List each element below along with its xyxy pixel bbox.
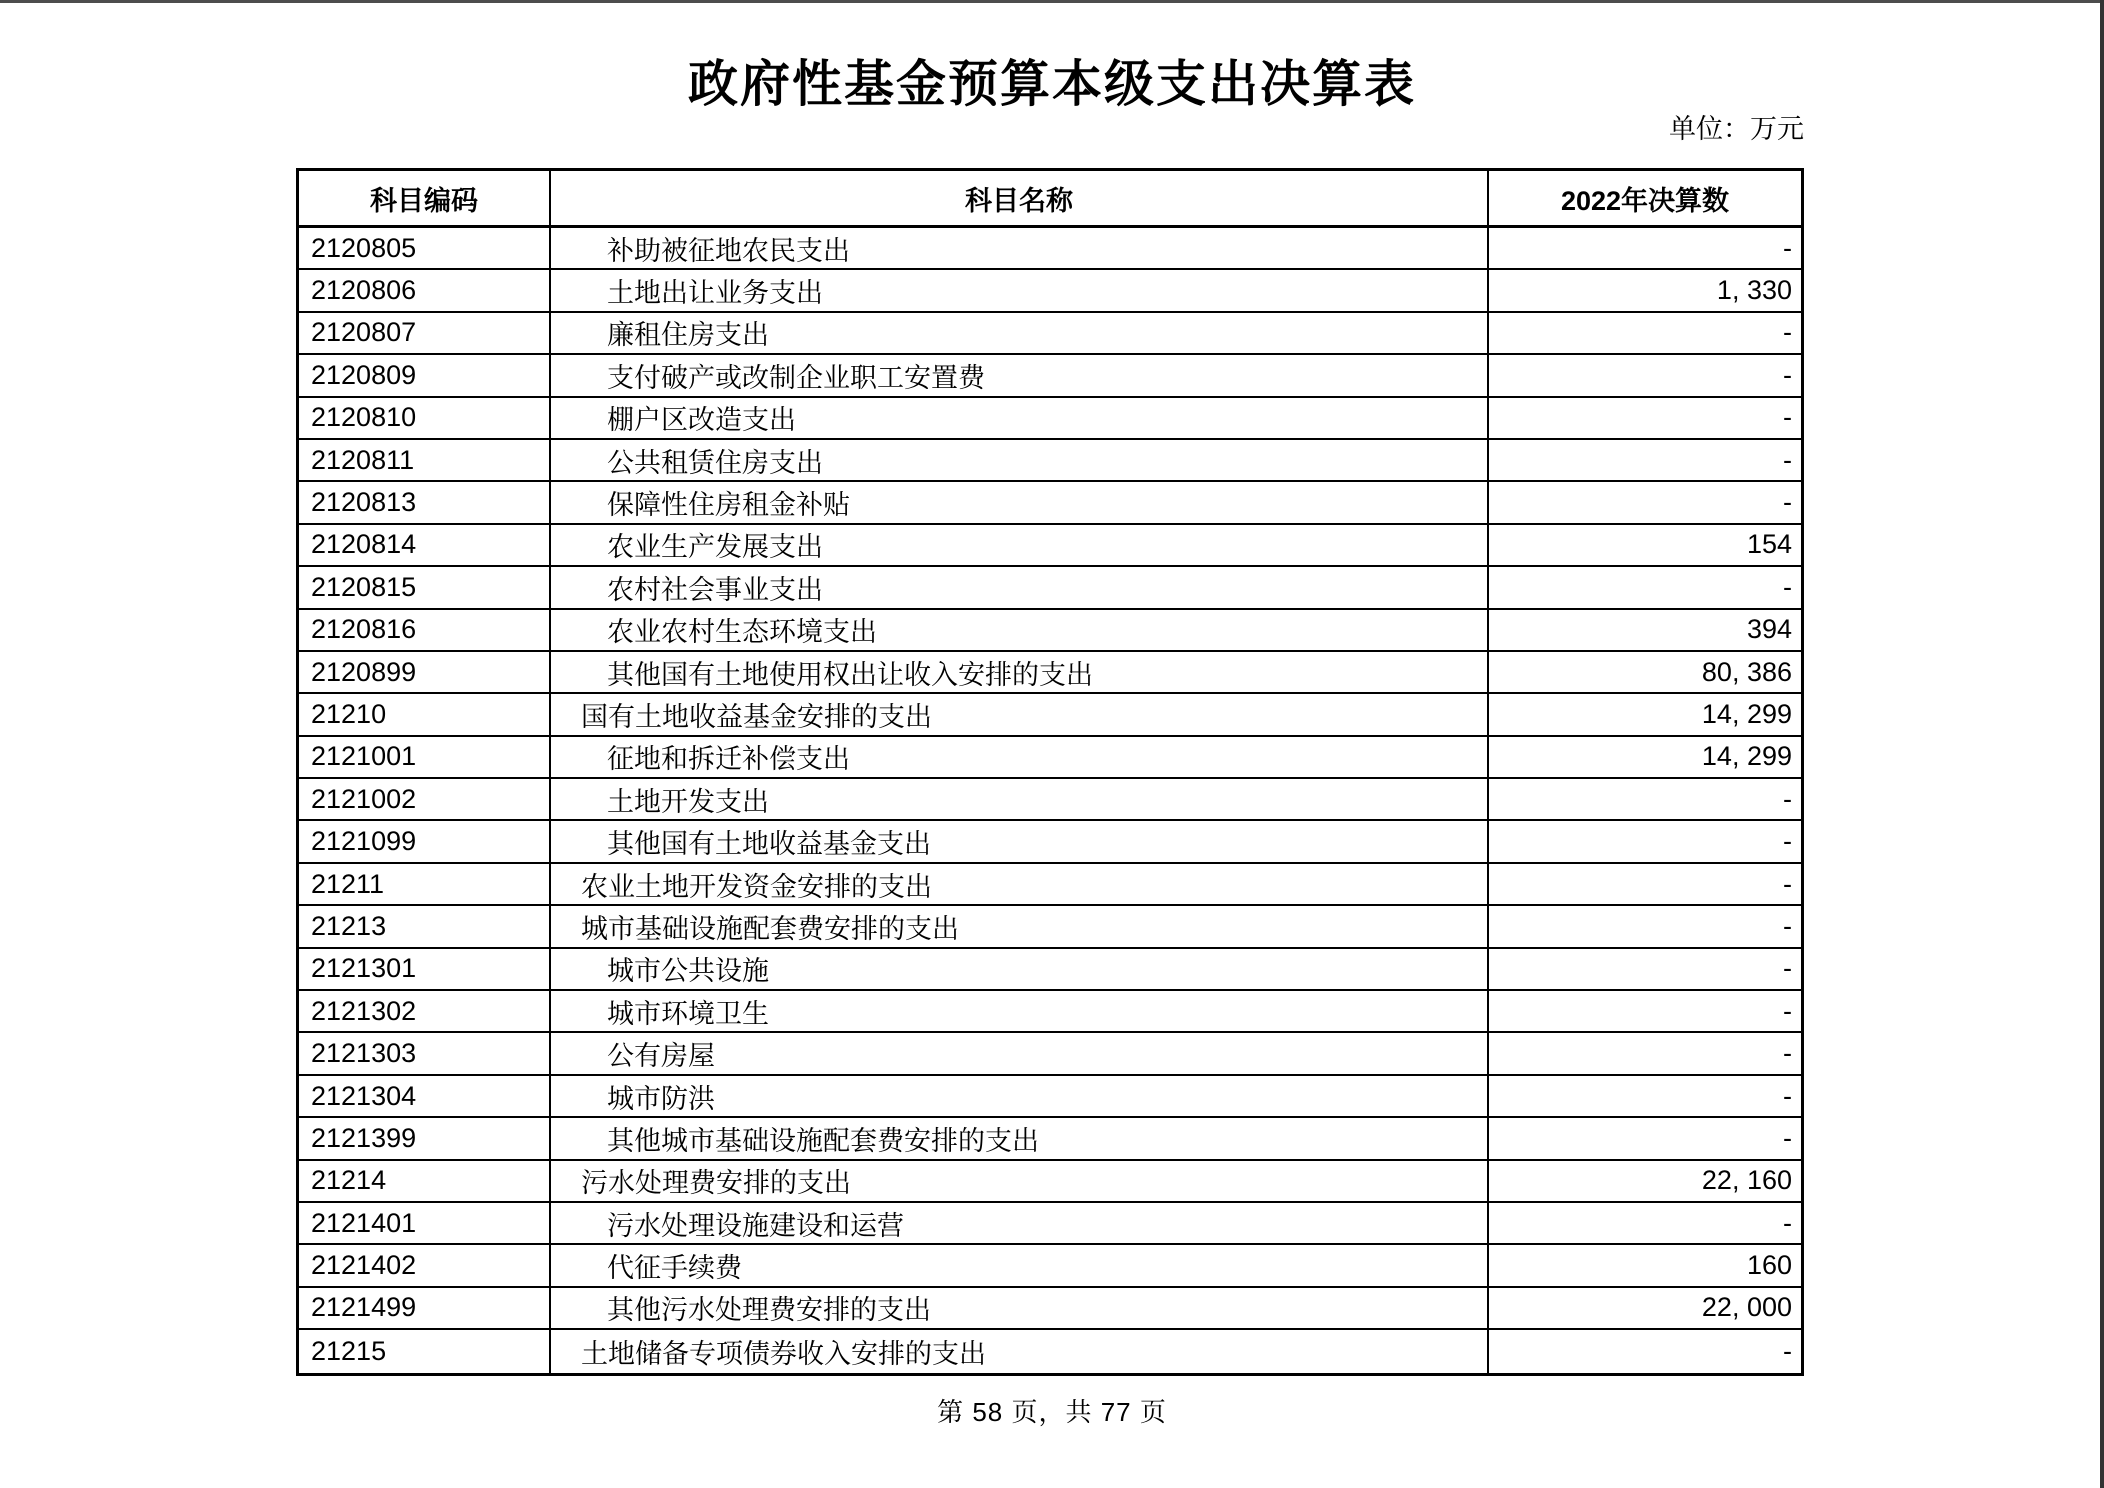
value-cell: - <box>1783 317 1792 348</box>
table-row <box>299 694 1801 736</box>
subject-name-cell: 城市防洪 <box>551 1076 1489 1116</box>
value-cell: - <box>1783 783 1792 814</box>
value-cell: - <box>1783 910 1792 941</box>
table-row <box>299 525 1801 567</box>
table-row <box>299 1033 1801 1075</box>
table-row <box>299 821 1801 863</box>
column-header-subject-name: 科目名称 <box>551 171 1489 225</box>
value-cell: - <box>1783 487 1792 518</box>
column-header-2022-value: 2022年决算数 <box>1560 185 1730 216</box>
subject-code-cell: 21214 <box>299 1161 551 1201</box>
subject-code-cell: 2120809 <box>299 355 551 395</box>
table-row <box>299 652 1801 694</box>
subject-code-cell: 2120816 <box>299 610 551 650</box>
column-header-subject-code: 科目编码 <box>299 171 551 225</box>
subject-code-cell: 2120813 <box>299 482 551 522</box>
subject-name-cell: 棚户区改造支出 <box>551 398 1489 438</box>
subject-code-cell: 2120807 <box>299 313 551 353</box>
value-cell: 1, 330 <box>1716 275 1792 306</box>
subject-name-cell: 其他污水处理费安排的支出 <box>551 1288 1489 1328</box>
subject-name-cell: 农业农村生态环境支出 <box>551 610 1489 650</box>
subject-code-cell: 21213 <box>299 906 551 946</box>
subject-name-cell: 保障性住房租金补贴 <box>551 482 1489 522</box>
subject-name-cell: 农村社会事业支出 <box>551 567 1489 607</box>
table-row <box>299 864 1801 906</box>
value-cell: 14, 299 <box>1701 698 1792 729</box>
value-cell: - <box>1783 953 1792 984</box>
table-row <box>299 1245 1801 1287</box>
subject-name-cell: 支付破产或改制企业职工安置费 <box>551 355 1489 395</box>
table-row <box>299 355 1801 397</box>
table-row <box>299 610 1801 652</box>
subject-name-cell: 污水处理费安排的支出 <box>551 1161 1489 1201</box>
page-number-footer: 第 58 页，共 77 页 <box>937 1397 1167 1427</box>
subject-name-cell: 征地和拆迁补偿支出 <box>551 737 1489 777</box>
value-cell: - <box>1783 826 1792 857</box>
subject-name-cell: 公有房屋 <box>551 1033 1489 1073</box>
subject-name-cell: 城市环境卫生 <box>551 991 1489 1031</box>
value-cell: - <box>1783 1038 1792 1069</box>
value-cell: 160 <box>1746 1250 1792 1281</box>
subject-name-cell: 土地储备专项债券收入安排的支出 <box>551 1330 1489 1372</box>
subject-name-cell: 农业土地开发资金安排的支出 <box>551 864 1489 904</box>
subject-code-cell: 21211 <box>299 864 551 904</box>
table-row <box>299 270 1801 312</box>
screen-top-edge-line <box>0 0 2104 3</box>
budget-table <box>296 168 1804 1376</box>
value-cell: - <box>1783 359 1792 390</box>
table-row <box>299 991 1801 1033</box>
subject-code-cell: 2120815 <box>299 567 551 607</box>
subject-code-cell: 2121303 <box>299 1033 551 1073</box>
subject-name-cell: 其他国有土地使用权出让收入安排的支出 <box>551 652 1489 692</box>
table-row <box>299 567 1801 609</box>
subject-name-cell: 城市基础设施配套费安排的支出 <box>551 906 1489 946</box>
subject-code-cell: 2120805 <box>299 228 551 268</box>
value-cell: 394 <box>1746 614 1792 645</box>
table-row <box>299 1330 1801 1372</box>
subject-code-cell: 2121304 <box>299 1076 551 1116</box>
table-row <box>299 779 1801 821</box>
subject-code-cell: 2121002 <box>299 779 551 819</box>
value-cell: - <box>1783 1080 1792 1111</box>
subject-name-cell: 土地开发支出 <box>551 779 1489 819</box>
subject-name-cell: 其他城市基础设施配套费安排的支出 <box>551 1118 1489 1158</box>
subject-name-cell: 廉租住房支出 <box>551 313 1489 353</box>
screen-right-edge-line <box>2100 0 2104 1488</box>
subject-name-cell: 城市公共设施 <box>551 949 1489 989</box>
table-row <box>299 228 1801 270</box>
subject-code-cell: 2121401 <box>299 1203 551 1243</box>
subject-code-cell: 2120811 <box>299 440 551 480</box>
subject-code-cell: 21215 <box>299 1330 551 1372</box>
table-row <box>299 313 1801 355</box>
subject-name-cell: 农业生产发展支出 <box>551 525 1489 565</box>
subject-code-cell: 2121302 <box>299 991 551 1031</box>
subject-code-cell: 2121399 <box>299 1118 551 1158</box>
subject-code-cell: 2120814 <box>299 525 551 565</box>
value-cell: - <box>1783 995 1792 1026</box>
value-cell: - <box>1783 868 1792 899</box>
value-cell: - <box>1783 1335 1792 1366</box>
subject-name-cell: 代征手续费 <box>551 1245 1489 1285</box>
subject-code-cell: 2120810 <box>299 398 551 438</box>
subject-name-cell: 国有土地收益基金安排的支出 <box>551 694 1489 734</box>
table-row <box>299 440 1801 482</box>
value-cell: - <box>1783 1207 1792 1238</box>
table-row <box>299 906 1801 948</box>
table-body <box>299 228 1801 1373</box>
subject-code-cell: 2121301 <box>299 949 551 989</box>
table-row <box>299 482 1801 524</box>
value-cell: 154 <box>1746 529 1792 560</box>
unit-note: 单位：万元 <box>1669 114 1804 144</box>
table-row <box>299 737 1801 779</box>
table-row <box>299 1118 1801 1160</box>
value-cell: 80, 386 <box>1701 656 1792 687</box>
subject-name-cell: 土地出让业务支出 <box>551 270 1489 310</box>
subject-code-cell: 2120899 <box>299 652 551 692</box>
table-header-row <box>299 171 1801 228</box>
value-cell: - <box>1783 571 1792 602</box>
table-row <box>299 1203 1801 1245</box>
subject-name-cell: 污水处理设施建设和运营 <box>551 1203 1489 1243</box>
value-cell: - <box>1783 402 1792 433</box>
subject-code-cell: 2120806 <box>299 270 551 310</box>
value-cell: - <box>1783 232 1792 263</box>
table-row <box>299 949 1801 991</box>
subject-code-cell: 2121499 <box>299 1288 551 1328</box>
value-cell: 22, 160 <box>1701 1165 1792 1196</box>
subject-code-cell: 2121402 <box>299 1245 551 1285</box>
value-cell: - <box>1783 444 1792 475</box>
subject-code-cell: 2121001 <box>299 737 551 777</box>
subject-name-cell: 其他国有土地收益基金支出 <box>551 821 1489 861</box>
value-cell: 14, 299 <box>1701 741 1792 772</box>
value-cell: - <box>1783 1122 1792 1153</box>
table-row <box>299 1288 1801 1330</box>
table-row <box>299 1161 1801 1203</box>
table-row <box>299 1076 1801 1118</box>
subject-name-cell: 公共租赁住房支出 <box>551 440 1489 480</box>
value-cell: 22, 000 <box>1701 1292 1792 1323</box>
page-title: 政府性基金预算本级支出决算表 <box>688 56 1416 112</box>
subject-name-cell: 补助被征地农民支出 <box>551 228 1489 268</box>
subject-code-cell: 21210 <box>299 694 551 734</box>
subject-code-cell: 2121099 <box>299 821 551 861</box>
table-row <box>299 398 1801 440</box>
